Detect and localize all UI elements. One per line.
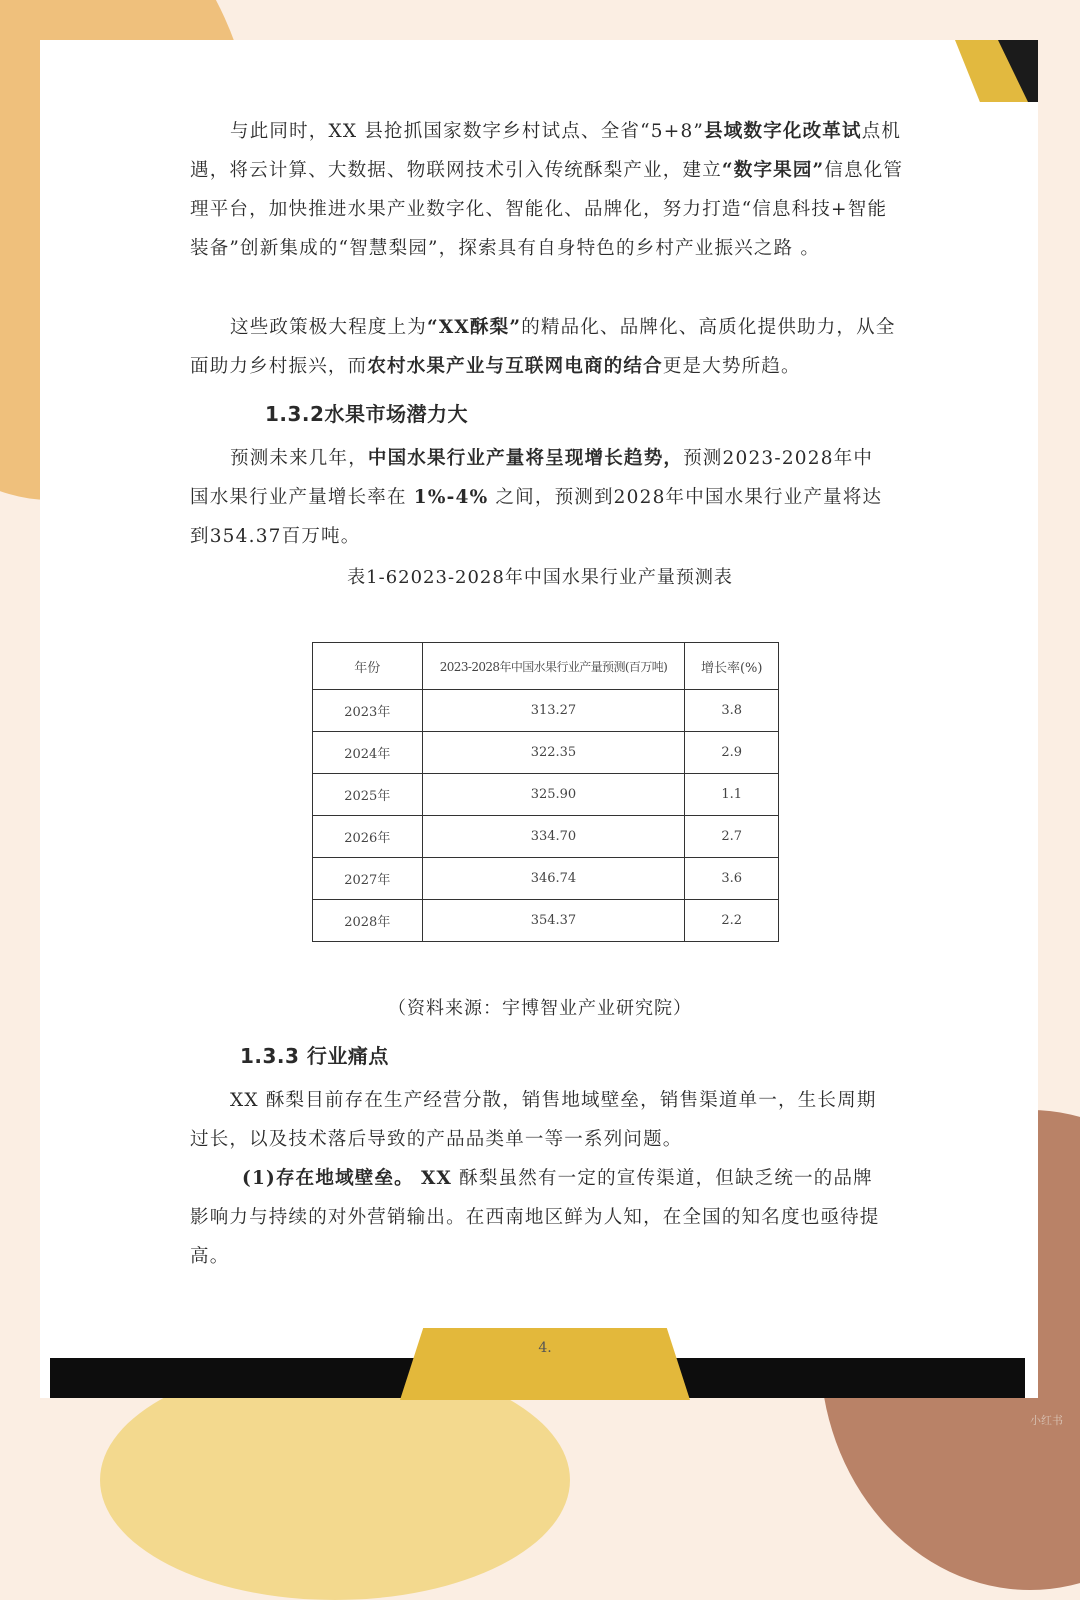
table-header-row [313,643,779,690]
bold-text: 农村水果产业与互联网电商的结合 [367,356,663,377]
table-cell: 2027年 [313,858,423,900]
table-cell: 2024年 [313,732,423,774]
text-run: 与此同时，XX 县抢抓国家数字乡村试点、全省“5+8” [230,121,705,142]
table-cell: 2025年 [313,774,423,816]
table-row [313,900,779,942]
bold-text: 1%-4% [413,487,489,508]
table-cell: 354.37 [422,900,685,942]
watermark: 小红书 [1030,1414,1063,1427]
table-cell: 2.7 [685,816,779,858]
table-cell: 1.1 [685,774,779,816]
table-cell: 334.70 [422,816,685,858]
paragraph [190,439,890,556]
text-run: 信息化管理平台，加快推进水果产业数字化、智能化、品牌化，努力打造“信息科技+智能装备”创新集成的“智慧梨园”，探索具有自身特色的乡村产业振兴之路 。 [190,160,904,259]
bold-text: 县域数字化改革试 [704,121,862,142]
table-cell: 325.90 [422,774,685,816]
table-cell: 2026年 [313,816,423,858]
text-run: 更是大势所趋。 [662,356,801,377]
paragraph [190,308,906,386]
page-number: 4. [538,1340,552,1356]
text-run: 酥梨虽然有一定的宣传渠道，但缺乏统一的品牌影响力与持续的对外营销输出。在西南地区鲜为人知，在全国的知名度也亟待提高。 [190,1168,880,1267]
table-cell: 313.27 [422,690,685,732]
table-source: （资料来源：宇博智业产业研究院） [388,998,692,1019]
bold-text: “数字果园” [721,160,825,181]
section-heading: 1.3.2水果市场潜力大 [265,402,468,426]
text-run: 这些政策极大程度上为 [230,317,428,338]
table-row [313,816,779,858]
bold-text: (1)存在地域壁垒。 [242,1168,414,1189]
text-run: 之间，预测到2028年中国水果行业产量将达到354.37百万吨。 [190,487,883,547]
text-run: 预测2023-2028年中国水果行业产量增长率在 [190,448,874,508]
table-cell: 2023年 [313,690,423,732]
table-header-cell: 年份 [313,643,423,690]
paragraph [190,1159,890,1276]
text-run: 的精品化、品牌化、高质化提供助力，从全面助力乡村振兴，而 [190,317,896,377]
table-cell: 3.6 [685,858,779,900]
table-cell: 2.2 [685,900,779,942]
paragraph: XX 酥梨目前存在生产经营分散，销售地域壁垒，销售渠道单一，生长周期过长，以及技术落后导致的产品品类单一等一系列问题。 [190,1090,877,1150]
table-caption: 表1-62023-2028年中国水果行业产量预测表 [347,567,733,588]
data-table [312,642,779,942]
bold-text: 中国水果行业产量将呈现增长趋势， [367,448,684,469]
table-header-cell: 2023-2028年中国水果行业产量预测(百万吨) [422,643,685,690]
table-row [313,732,779,774]
table-header-cell: 增长率(%) [685,643,779,690]
table-cell: 3.8 [685,690,779,732]
bold-text: XX [420,1168,453,1189]
table-cell: 2.9 [685,732,779,774]
table-row [313,858,779,900]
bold-text: “XX酥梨” [427,317,522,338]
text-run: 预测未来几年， [230,448,368,469]
table-row [313,690,779,732]
table-cell: 346.74 [422,858,685,900]
section-heading: 1.3.3 行业痛点 [240,1044,389,1068]
table-cell: 322.35 [422,732,685,774]
table-row [313,774,779,816]
paragraph [190,112,906,268]
text-run: 点机遇，将云计算、大数据、物联网技术引入传统酥梨产业，建立 [190,121,902,181]
footer-tab [400,1328,690,1400]
table-cell: 2028年 [313,900,423,942]
